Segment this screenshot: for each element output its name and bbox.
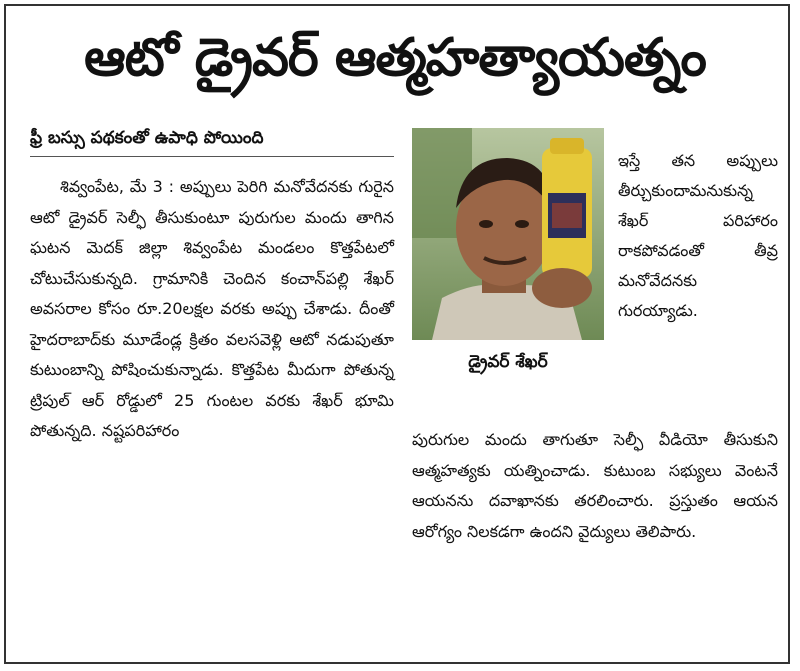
person-photo-image [412, 128, 604, 340]
driver-photo [412, 128, 604, 340]
subheadline-rule [30, 156, 394, 157]
headline: ఆటో డ్రైవర్ ఆత్మహత్యాయత్నం [84, 28, 706, 88]
body-paragraph-1: శివ్వంపేట, మే 3 : అప్పులు పెరిగి మనోవేదనకు గురైన ఆటో డ్రైవర్ సెల్ఫీ తీసుకుంటూ పురుగుల మందు తాగిన ఘటన మెదక్ జిల్లా శివ్వంపేట మండలం కొత్తపేటలో చోటుచేసుకున్నది. గ్రామానికి చెందిన కంచాన్‌పల్లి శేఖర్ అవసరాల కోసం రూ.20లక్షల వరకు అప్పు చేశాడు. దీంతో హైదరాబాద్‌కు మూడేండ్ల క్రితం వలసవెళ్లి ఆటో నడుపుతూ కుటుంబాన్ని పోషించుకున్నాడు. కొత్తపేట మీదుగా పోతున్న ట్రిపుల్ ఆర్ రోడ్డులో 25 గుంటల వరకు శేఖర్ భూమి పోతున్నది. నష్టపరిహారం [30, 177, 394, 440]
body-paragraph-3: పురుగుల మందు తాగుతూ సెల్ఫీ వీడియో తీసుకుని ఆత్మహత్యకు యత్నించాడు. కుటుంబ సభ్యులు వెంటనే ఆయనను దవాఖానకు తరలించారు. ప్రస్తుతం ఆయన ఆరోగ్యం నిలకడగా ఉందని వైద్యులు తెలిపారు. [412, 430, 778, 541]
photo-caption: డ్రైవర్ శేఖర్ [468, 352, 548, 372]
body-column-left [30, 172, 394, 447]
subheadline: ఫ్రీ బస్సు పథకంతో ఉపాధి పోయింది [30, 128, 264, 148]
body-column-right-bottom [412, 425, 778, 547]
body-paragraph-2: ఇస్తే తన అప్పులు తీర్చుకుందామనుకున్న శేఖర్ పరిహారం రాకపోవడంతో తీవ్ర మనోవేదనకు గురయ్యాడు. [618, 151, 778, 320]
body-column-right-top [618, 146, 778, 326]
